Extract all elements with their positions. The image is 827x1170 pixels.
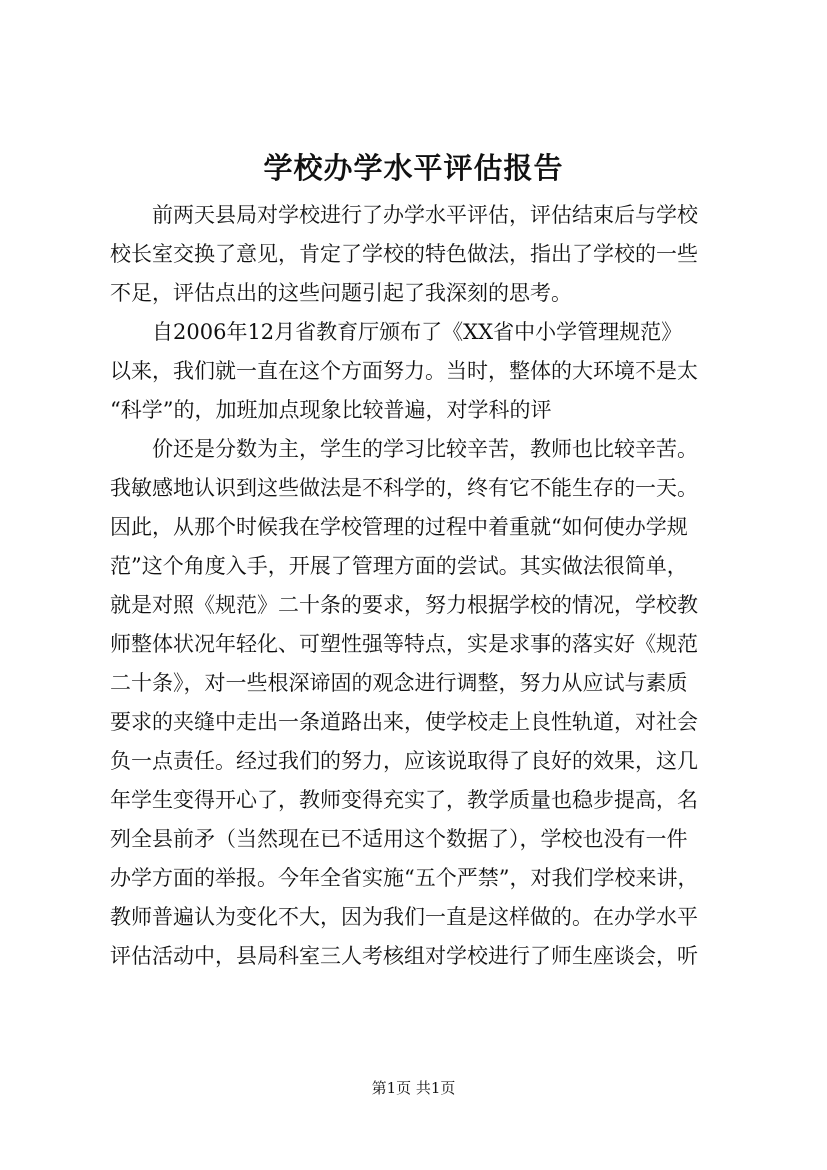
document-body bbox=[110, 196, 750, 976]
text-line: 范”这个角度入手，开展了管理方面的尝试。其实做法很简单， bbox=[110, 554, 688, 578]
text-line: 要求的夹缝中走出一条道路出来，使学校走上良性轨道，对社会 bbox=[110, 710, 698, 734]
text-line: 负一点责任。经过我们的努力，应该说取得了良好的效果，这几 bbox=[110, 749, 698, 773]
text-line: 年学生变得开心了，教师变得充实了，教学质量也稳步提高，名 bbox=[110, 788, 698, 812]
text-line: 不足，评估点出的这些问题引起了我深刻的思考。 bbox=[110, 281, 572, 305]
text-line: “科学”的，加班加点现象比较普遍，对学科的评 bbox=[110, 398, 552, 422]
text-line: 办学方面的举报。今年全省实施“五个严禁”，对我们学校来讲， bbox=[110, 866, 699, 890]
text-line: 自2006年12月省教育厅颁布了《XX省中小学管理规范》 bbox=[152, 320, 683, 344]
document-title: 学校办学水平评估报告 bbox=[263, 151, 564, 185]
text-line: 因此，从那个时候我在学校管理的过程中着重就“如何使办学规 bbox=[110, 515, 688, 539]
page-footer: 第1页 共1页 bbox=[371, 1079, 456, 1097]
text-line: 前两天县局对学校进行了办学水平评估，评估结束后与学校 bbox=[152, 203, 698, 227]
text-line: 校长室交换了意见，肯定了学校的特色做法，指出了学校的一些 bbox=[110, 242, 698, 266]
text-line: 就是对照《规范》二十条的要求，努力根据学校的情况，学校教 bbox=[110, 593, 698, 617]
text-line: 评估活动中，县局科室三人考核组对学校进行了师生座谈会，听 bbox=[110, 944, 698, 968]
text-line: 我敏感地认识到这些做法是不科学的，终有它不能生存的一天。 bbox=[110, 476, 698, 500]
text-line: 价还是分数为主，学生的学习比较辛苦，教师也比较辛苦。 bbox=[152, 437, 698, 461]
text-line: 以来，我们就一直在这个方面努力。当时，整体的大环境不是太 bbox=[110, 359, 698, 383]
text-line: 教师普遍认为变化不大，因为我们一直是这样做的。在办学水平 bbox=[110, 905, 698, 929]
text-line: 师整体状况年轻化、可塑性强等特点，实是求事的落实好《规范 bbox=[110, 632, 698, 656]
text-line: 列全县前矛（当然现在已不适用这个数据了），学校也没有一件 bbox=[110, 827, 688, 851]
text-line: 二十条》，对一些根深谛固的观念进行调整，努力从应试与素质 bbox=[110, 671, 688, 695]
